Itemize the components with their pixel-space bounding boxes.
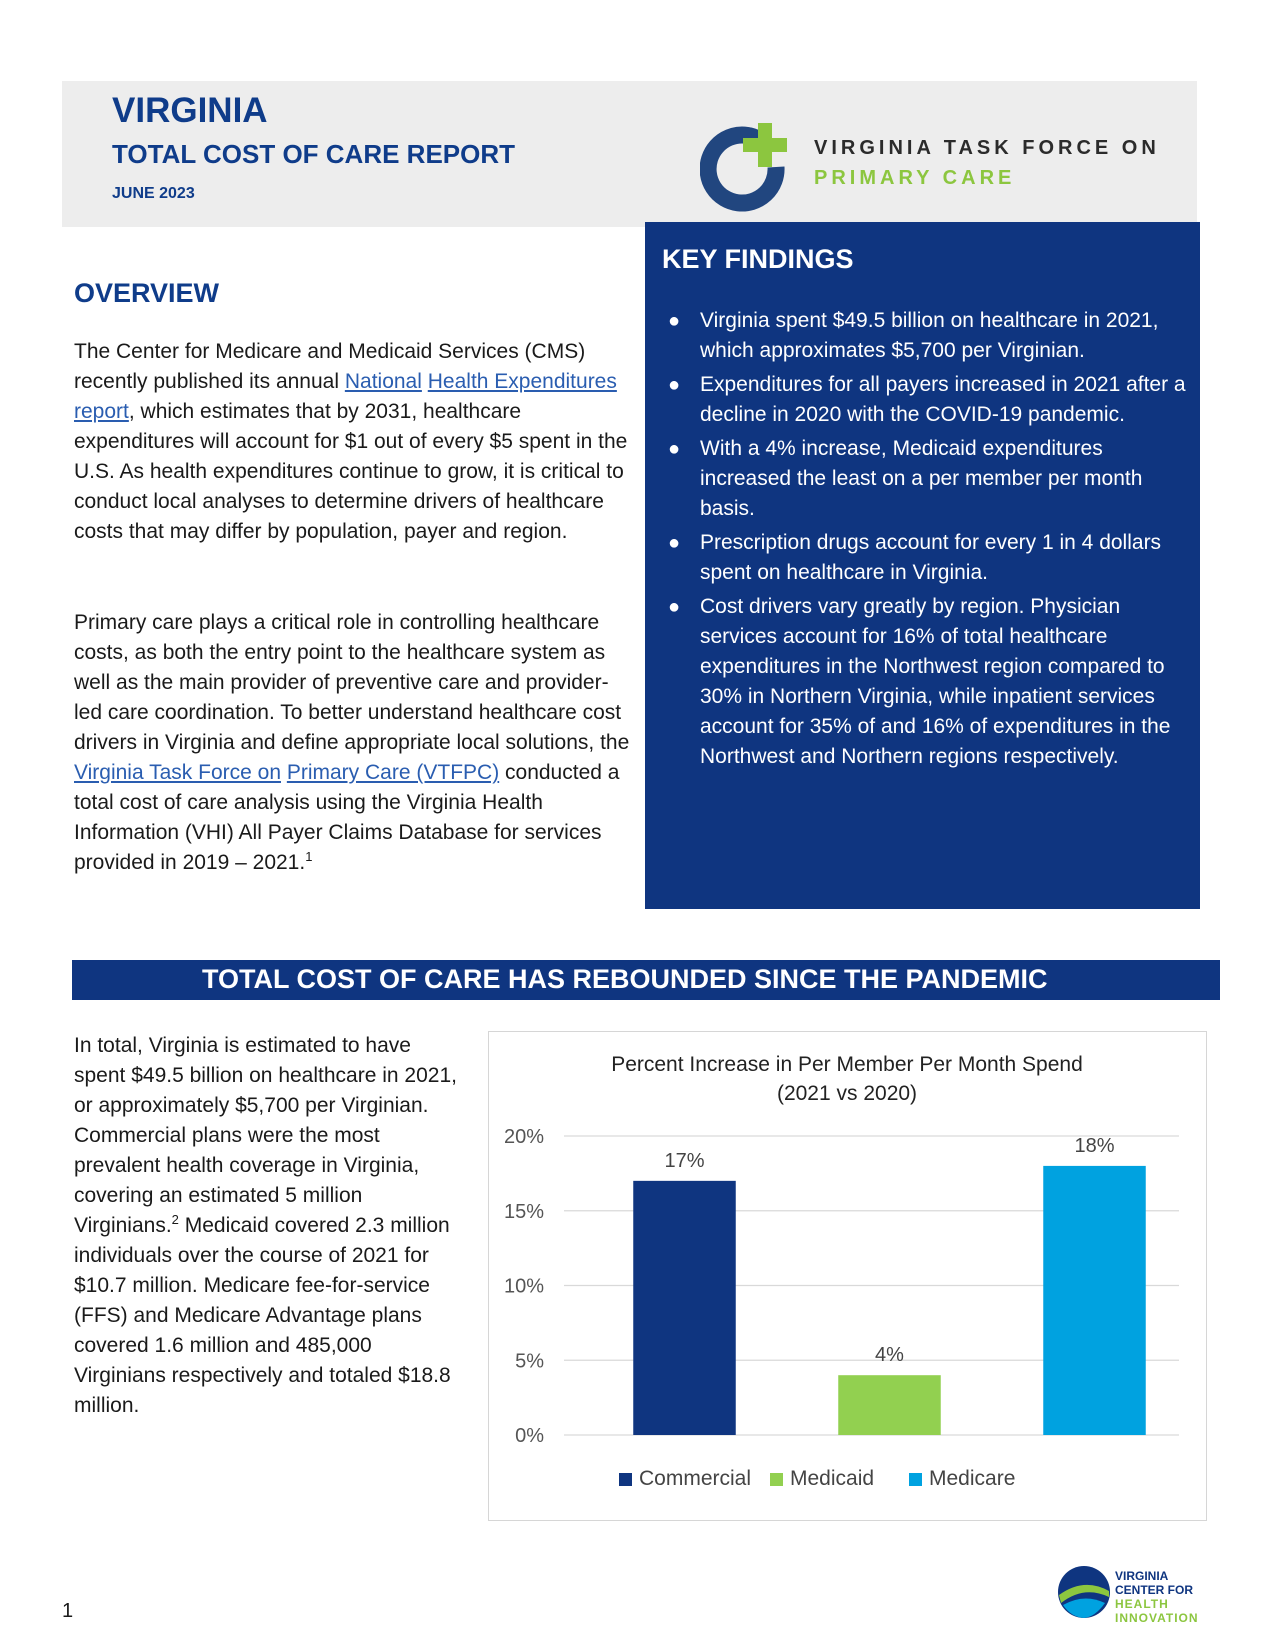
vtf-logo-icon xyxy=(700,115,800,215)
bar-medicaid xyxy=(838,1375,941,1435)
list-item: ● Cost drivers vary greatly by region. Physician services account for 16% of total healthcare expenditures in the Northwest region compared to 30% in Northern Virginia, while inpatient services account for 35% of and 16% of expenditures in the Northwest and Northern regions respectively. xyxy=(700,592,1190,772)
vtfpc-link[interactable]: Primary Care (VTFPC) xyxy=(286,761,500,784)
footnote-ref-2: 2 xyxy=(171,1212,179,1227)
overview-p2-text-b: conducted a total cost of care analysis using the Virginia Health Information (VHI) All Payer Claims Database for services provided in 2019 – 2021. xyxy=(74,761,620,874)
chart-subtitle: (2021 vs 2020) xyxy=(776,1082,918,1105)
y-tick-label: 10% xyxy=(503,1275,544,1298)
vchi-logo-text-1: VIRGINIA xyxy=(1115,1569,1169,1583)
list-item: ● With a 4% increase, Medicaid expenditures increased the least on a per member per month basis. xyxy=(700,434,1190,524)
bullet-icon: ● xyxy=(668,374,681,396)
section-paragraph xyxy=(74,1031,464,1421)
bar-commercial xyxy=(633,1181,736,1435)
y-tick-label: 0% xyxy=(515,1425,544,1447)
vtf-logo-text-line2: PRIMARY CARE xyxy=(814,167,1016,189)
legend-swatch xyxy=(909,1473,922,1486)
y-tick-label: 15% xyxy=(503,1200,544,1223)
legend-swatch xyxy=(619,1473,632,1486)
vchi-logo-text-2: CENTER FOR xyxy=(1115,1583,1193,1597)
data-label: 18% xyxy=(1074,1134,1115,1157)
legend-label: Commercial xyxy=(639,1467,752,1490)
health-expenditures-report-link[interactable]: Health Expenditures report xyxy=(74,370,617,423)
vchi-logo-text-4: INNOVATION xyxy=(1115,1611,1199,1625)
vtf-logo-text-line1: VIRGINIA TASK FORCE ON xyxy=(814,137,1160,159)
section-band xyxy=(72,960,1220,1000)
overview-p1-text-b: , which estimates that by 2031, healthcare expenditures will account for $1 out of every $5 spent in the U.S. As health expenditures continue to grow, it is critical to conduct local analyses to determine drivers of healthcare costs that may differ by population, payer and region. xyxy=(74,400,628,543)
report-title: VIRGINIA xyxy=(112,91,268,130)
bullet-icon: ● xyxy=(668,310,681,332)
y-tick-label: 5% xyxy=(515,1350,544,1373)
list-item: ● Expenditures for all payers increased in 2021 after a decline in 2020 with the COVID-19 pandemic. xyxy=(700,370,1190,430)
key-findings-list xyxy=(668,306,1190,776)
vtf-link[interactable]: Virginia Task Force on xyxy=(74,761,281,784)
legend-swatch xyxy=(770,1473,783,1486)
vchi-logo-text-3: HEALTH xyxy=(1115,1597,1169,1611)
legend-label: Medicaid xyxy=(790,1467,875,1490)
footnote-ref-1: 1 xyxy=(305,849,313,864)
bullet-icon: ● xyxy=(668,532,681,554)
bar-chart xyxy=(489,1032,1206,1520)
chart-container xyxy=(488,1031,1207,1521)
overview-paragraph-2 xyxy=(74,608,634,878)
overview-p2-text-a: Primary care plays a critical role in controlling healthcare costs, as both the entry point to the healthcare system as well as the main provider of preventive care and provider-led care coordination. To better understand healthcare cost drivers in Virginia and define appropriate local solutions, the xyxy=(74,611,630,754)
chart-title: Percent Increase in Per Member Per Month Spend xyxy=(611,1053,1083,1076)
data-label: 4% xyxy=(875,1344,904,1367)
bar-medicare xyxy=(1043,1166,1146,1435)
section-text-b: Medicaid covered 2.3 million individuals over the course of 2021 for $10.7 million. Medicare fee-for-service (FFS) and Medicare Advantage plans covered 1.6 million and 485,000 Virginians respectively and totaled $18.8 million. xyxy=(74,1214,451,1417)
section-text-a: In total, Virginia is estimated to have spent $49.5 billion on healthcare in 2021, or approximately $5,700 per Virginian. Commercial plans were the most prevalent health coverage in Virginia, covering an estimated 5 million Virginians. xyxy=(74,1034,457,1237)
list-item: ● Prescription drugs account for every 1 in 4 dollars spent on healthcare in Virginia. xyxy=(700,528,1190,588)
vchi-logo-icon xyxy=(1055,1563,1113,1621)
key-findings-panel xyxy=(645,222,1200,909)
section-band-title: TOTAL COST OF CARE HAS REBOUNDED SINCE THE PANDEMIC xyxy=(202,964,1048,994)
key-findings-heading: KEY FINDINGS xyxy=(662,244,854,274)
overview-paragraph-1 xyxy=(74,337,634,547)
page-number: 1 xyxy=(62,1600,74,1622)
report-header xyxy=(62,81,1197,227)
report-subtitle: TOTAL COST OF CARE REPORT xyxy=(112,139,516,169)
national-link[interactable]: National xyxy=(344,370,422,393)
data-label: 17% xyxy=(664,1149,705,1172)
bullet-icon: ● xyxy=(668,438,681,460)
y-tick-label: 20% xyxy=(503,1126,544,1148)
overview-heading: OVERVIEW xyxy=(74,278,220,308)
list-item: ● Virginia spent $49.5 billion on healthcare in 2021, which approximates $5,700 per Virginian. xyxy=(700,306,1190,366)
legend-label: Medicare xyxy=(929,1467,1016,1490)
report-date: JUNE 2023 xyxy=(112,185,195,202)
bullet-icon: ● xyxy=(668,596,681,618)
overview-p1-text-a: The Center for Medicare and Medicaid Services (CMS) recently published its annual xyxy=(74,340,586,393)
